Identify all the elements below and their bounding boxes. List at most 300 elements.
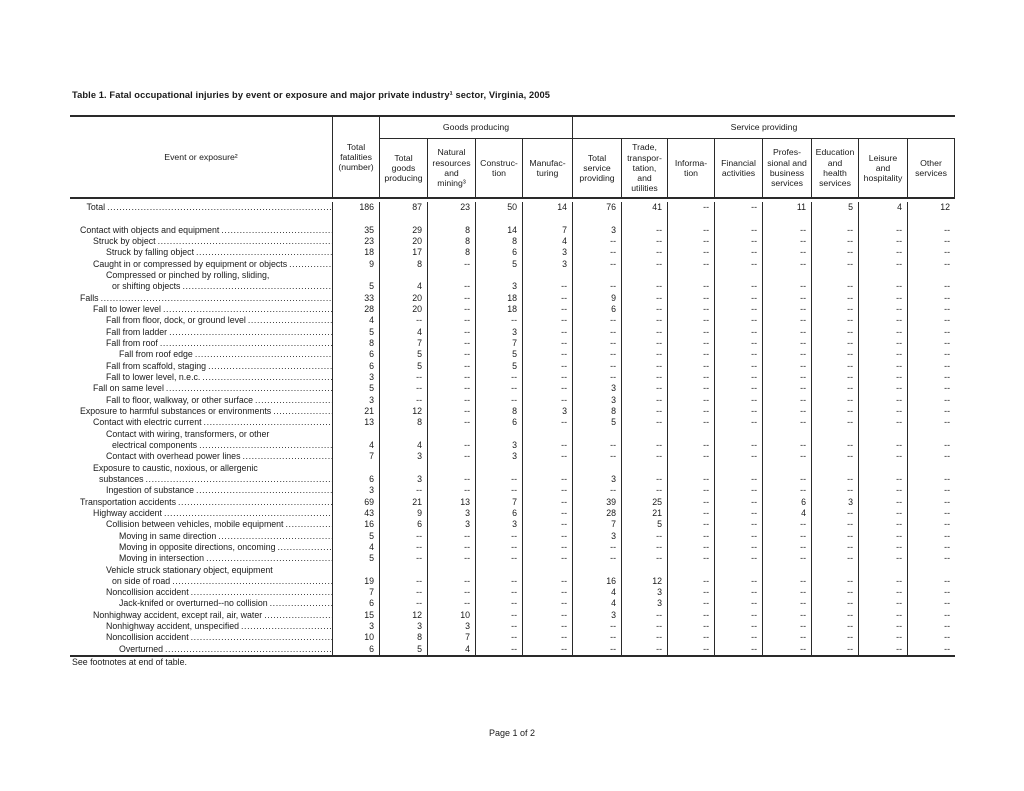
cell-value: -- (800, 337, 806, 348)
table-row (70, 451, 955, 462)
cell-value: 13 (364, 417, 374, 428)
cell-value: 8 (369, 337, 374, 348)
value-cell (812, 338, 859, 349)
value-cell (573, 270, 622, 293)
value-cell (428, 553, 476, 564)
cell-value: -- (703, 496, 709, 507)
cell-value: -- (561, 553, 567, 564)
cell-value: 4 (897, 202, 902, 212)
cell-value: -- (847, 281, 853, 292)
value-cell (380, 270, 428, 293)
value-cell (812, 383, 859, 394)
row-label: Contact with overhead power lines (106, 451, 241, 462)
cell-value: -- (610, 553, 616, 564)
value-cell (715, 508, 763, 519)
value-cell (763, 451, 812, 462)
value-cell (428, 542, 476, 553)
cell-value: -- (800, 643, 806, 654)
row-label: Fall from roof (106, 337, 158, 348)
value-cell (573, 247, 622, 258)
cell-value: -- (944, 281, 950, 292)
value-cell (859, 508, 908, 519)
cell-value: -- (847, 417, 853, 428)
cell-value: -- (464, 337, 470, 348)
cell-value: 5 (417, 360, 422, 371)
cell-value: -- (464, 315, 470, 326)
value-cell (908, 315, 955, 326)
value-cell (908, 202, 955, 225)
value-cell (523, 417, 573, 428)
cell-value: -- (751, 394, 757, 405)
row-label: Ingestion of substance (106, 485, 195, 496)
value-cell (908, 361, 955, 372)
table-row (70, 395, 955, 406)
cell-value: -- (416, 553, 422, 564)
cell-value: -- (944, 530, 950, 541)
value-cell (859, 395, 908, 406)
value-cell (622, 259, 668, 270)
cell-value: -- (416, 575, 422, 586)
row-label: Fall to lower level (93, 303, 161, 314)
row-label-cell (70, 565, 333, 588)
cell-value: -- (703, 337, 709, 348)
cell-value: 8 (417, 417, 422, 428)
value-cell (812, 587, 859, 598)
value-cell (812, 429, 859, 452)
value-cell (668, 259, 715, 270)
dot-leader (248, 315, 332, 326)
value-cell (476, 542, 523, 553)
cell-value: -- (751, 349, 757, 360)
cell-value: -- (896, 417, 902, 428)
value-cell (622, 417, 668, 428)
cell-value: 14 (557, 202, 567, 212)
value-cell (908, 587, 955, 598)
value-cell (523, 553, 573, 564)
cell-value: -- (511, 541, 517, 552)
table-body (70, 199, 955, 657)
value-cell (333, 338, 380, 349)
row-label: Struck by object (93, 235, 156, 246)
cell-value: 4 (369, 541, 374, 552)
row-label-cell (70, 417, 333, 428)
cell-value: -- (847, 337, 853, 348)
value-cell (859, 621, 908, 632)
cell-value: -- (511, 632, 517, 643)
cell-value: -- (896, 281, 902, 292)
value-cell (715, 497, 763, 508)
cell-value: 5 (512, 349, 517, 360)
dot-leader (218, 531, 332, 542)
cell-value: -- (800, 315, 806, 326)
cell-value: -- (656, 451, 662, 462)
table-row (70, 553, 955, 564)
value-cell (668, 497, 715, 508)
value-cell (476, 508, 523, 519)
table-row (70, 372, 955, 383)
row-label-cell (70, 270, 333, 293)
row-label-cell (70, 632, 333, 643)
cell-value: 18 (364, 247, 374, 258)
dot-leader (204, 417, 332, 428)
cell-value: -- (703, 507, 709, 518)
value-cell (428, 349, 476, 360)
value-cell (668, 293, 715, 304)
value-cell (668, 417, 715, 428)
cell-value: -- (464, 349, 470, 360)
cell-value: -- (656, 383, 662, 394)
dot-leader (195, 349, 332, 360)
value-cell (859, 236, 908, 247)
col-header-information: Informa- tion (668, 139, 715, 197)
value-cell (333, 542, 380, 553)
cell-value: -- (511, 394, 517, 405)
cell-value: -- (656, 258, 662, 269)
table-row (70, 565, 955, 588)
value-cell (428, 293, 476, 304)
dot-leader (107, 202, 332, 213)
value-cell (523, 451, 573, 462)
value-cell (428, 247, 476, 258)
value-cell (668, 338, 715, 349)
cell-value: 8 (512, 235, 517, 246)
value-cell (859, 531, 908, 542)
value-cell (523, 632, 573, 643)
row-label: Vehicle struck stationary object, equipment (106, 564, 273, 575)
value-cell (523, 327, 573, 338)
footnote: See footnotes at end of table. (72, 657, 187, 667)
cell-value: -- (847, 541, 853, 552)
cell-value: -- (656, 553, 662, 564)
value-cell (812, 644, 859, 655)
cell-value: 28 (606, 507, 616, 518)
cell-value: 6 (369, 643, 374, 654)
cell-value: -- (847, 553, 853, 564)
cell-value: 12 (412, 405, 422, 416)
value-cell (812, 519, 859, 530)
cell-value: -- (511, 485, 517, 496)
cell-value: -- (896, 632, 902, 643)
row-label-cell (70, 349, 333, 360)
value-cell (622, 565, 668, 588)
cell-value: -- (703, 292, 709, 303)
value-cell (333, 225, 380, 236)
row-label-cell (70, 361, 333, 372)
value-cell (668, 327, 715, 338)
cell-value: 4 (611, 598, 616, 609)
cell-value: -- (656, 485, 662, 496)
cell-value: -- (703, 451, 709, 462)
cell-value: 4 (369, 315, 374, 326)
value-cell (859, 587, 908, 598)
cell-value: 3 (465, 621, 470, 632)
cell-value: 5 (417, 349, 422, 360)
cell-value: 4 (465, 643, 470, 654)
cell-value: -- (751, 417, 757, 428)
row-label: Falls (80, 292, 99, 303)
value-cell (668, 383, 715, 394)
dot-leader (160, 338, 332, 349)
value-cell (428, 270, 476, 293)
value-cell (859, 225, 908, 236)
value-cell (380, 202, 428, 225)
row-label-cell (70, 247, 333, 258)
dot-leader (273, 406, 332, 417)
value-cell (715, 327, 763, 338)
cell-value: -- (896, 247, 902, 258)
row-label: Caught in or compressed by equipment or objects (93, 258, 288, 269)
cell-value: -- (511, 643, 517, 654)
row-label: on side of road (112, 575, 171, 586)
value-cell (573, 497, 622, 508)
value-cell (763, 293, 812, 304)
cell-value: -- (751, 405, 757, 416)
value-cell (476, 247, 523, 258)
cell-value: 3 (369, 621, 374, 632)
cell-value: 3 (417, 621, 422, 632)
cell-value: -- (847, 485, 853, 496)
row-label-cell (70, 406, 333, 417)
value-cell (763, 508, 812, 519)
cell-value: 8 (417, 258, 422, 269)
value-cell (573, 553, 622, 564)
value-cell (715, 417, 763, 428)
cell-value: 8 (417, 632, 422, 643)
value-cell (763, 372, 812, 383)
value-cell (380, 565, 428, 588)
cell-value: -- (847, 609, 853, 620)
value-cell (380, 610, 428, 621)
value-cell (573, 327, 622, 338)
value-cell (428, 508, 476, 519)
cell-value: 5 (512, 258, 517, 269)
dot-leader (164, 508, 332, 519)
cell-value: -- (464, 258, 470, 269)
value-cell (908, 610, 955, 621)
cell-value: -- (610, 371, 616, 382)
cell-value: -- (561, 292, 567, 303)
row-label: Total (86, 202, 106, 212)
value-cell (763, 598, 812, 609)
cell-value: 8 (465, 247, 470, 258)
cell-value: -- (751, 541, 757, 552)
cell-value: 7 (512, 337, 517, 348)
dot-leader (289, 259, 332, 270)
value-cell (476, 327, 523, 338)
value-cell (763, 565, 812, 588)
dot-leader (241, 621, 332, 632)
cell-value: -- (751, 473, 757, 484)
cell-value: 9 (369, 258, 374, 269)
row-label: Fall to floor, walkway, or other surface (106, 394, 253, 405)
col-header-professional-business: Profes- sional and business services (763, 139, 812, 197)
value-cell (812, 361, 859, 372)
cell-value: 3 (465, 519, 470, 530)
value-cell (428, 644, 476, 655)
cell-value: 3 (512, 281, 517, 292)
value-cell (523, 598, 573, 609)
value-cell (668, 349, 715, 360)
value-cell (859, 598, 908, 609)
value-cell (476, 395, 523, 406)
value-cell (715, 338, 763, 349)
value-cell (380, 644, 428, 655)
cell-value: -- (847, 439, 853, 450)
cell-value: 41 (652, 202, 662, 212)
table-row (70, 293, 955, 304)
row-label: Compressed or pinched by rolling, sliding, (106, 269, 270, 280)
cell-value: -- (847, 349, 853, 360)
value-cell (812, 315, 859, 326)
value-cell (333, 315, 380, 326)
dot-leader (163, 304, 332, 315)
value-cell (476, 621, 523, 632)
value-cell (668, 508, 715, 519)
value-cell (573, 372, 622, 383)
value-cell (763, 621, 812, 632)
row-label: Fall from floor, dock, or ground level (106, 315, 246, 326)
value-cell (622, 395, 668, 406)
value-cell (622, 451, 668, 462)
value-cell (908, 497, 955, 508)
value-cell (908, 451, 955, 462)
value-cell (523, 247, 573, 258)
cell-value: -- (656, 292, 662, 303)
cell-value: -- (896, 575, 902, 586)
value-cell (859, 338, 908, 349)
value-cell (908, 247, 955, 258)
cell-value: -- (751, 224, 757, 235)
cell-value: 6 (417, 519, 422, 530)
cell-value: -- (703, 417, 709, 428)
cell-value: -- (896, 292, 902, 303)
value-cell (859, 259, 908, 270)
cell-value: 7 (417, 337, 422, 348)
value-cell (523, 383, 573, 394)
cell-value: 20 (412, 235, 422, 246)
cell-value: -- (751, 451, 757, 462)
value-cell (812, 270, 859, 293)
cell-value: -- (656, 439, 662, 450)
cell-value: -- (656, 417, 662, 428)
cell-value: -- (751, 383, 757, 394)
cell-value: -- (944, 224, 950, 235)
cell-value: -- (464, 485, 470, 496)
cell-value: 3 (512, 451, 517, 462)
value-cell (763, 519, 812, 530)
cell-value: -- (800, 326, 806, 337)
cell-value: -- (464, 281, 470, 292)
value-cell (622, 598, 668, 609)
cell-value: -- (416, 371, 422, 382)
value-cell (859, 463, 908, 486)
cell-value: -- (561, 451, 567, 462)
table-row (70, 270, 955, 293)
cell-value: -- (896, 598, 902, 609)
value-cell (573, 395, 622, 406)
dot-leader (178, 497, 332, 508)
value-cell (428, 304, 476, 315)
value-cell (380, 463, 428, 486)
table-row (70, 417, 955, 428)
value-cell (715, 519, 763, 530)
fatalities-table (70, 115, 955, 657)
table-row (70, 327, 955, 338)
value-cell (333, 429, 380, 452)
value-cell (715, 259, 763, 270)
row-label: Nonhighway accident, except rail, air, water (93, 609, 263, 620)
value-cell (859, 610, 908, 621)
value-cell (476, 429, 523, 452)
cell-value: -- (847, 473, 853, 484)
col-header-total-goods: Total goods producing (380, 139, 428, 197)
cell-value: -- (703, 235, 709, 246)
value-cell (859, 451, 908, 462)
cell-value: 8 (512, 405, 517, 416)
cell-value: -- (511, 575, 517, 586)
cell-value: 3 (611, 383, 616, 394)
cell-value: -- (896, 643, 902, 654)
row-label: Transportation accidents (80, 496, 177, 507)
table-row (70, 247, 955, 258)
row-label-cell (70, 621, 333, 632)
value-cell (812, 417, 859, 428)
cell-value: -- (800, 224, 806, 235)
cell-value: -- (800, 451, 806, 462)
dot-leader (264, 610, 332, 621)
value-cell (333, 259, 380, 270)
cell-value: -- (944, 349, 950, 360)
group-header-service-providing: Service providing (573, 117, 955, 139)
value-cell (380, 361, 428, 372)
cell-value: -- (511, 473, 517, 484)
value-cell (908, 395, 955, 406)
cell-value: -- (561, 349, 567, 360)
cell-value: 20 (412, 292, 422, 303)
value-cell (668, 621, 715, 632)
value-cell (476, 202, 523, 225)
cell-value: 7 (369, 587, 374, 598)
cell-value: -- (561, 530, 567, 541)
cell-value: -- (656, 405, 662, 416)
value-cell (859, 553, 908, 564)
value-cell (476, 519, 523, 530)
value-cell (763, 259, 812, 270)
value-cell (859, 497, 908, 508)
cell-value: -- (751, 337, 757, 348)
value-cell (668, 565, 715, 588)
cell-value: -- (751, 371, 757, 382)
value-cell (622, 632, 668, 643)
cell-value: -- (656, 315, 662, 326)
value-cell (523, 463, 573, 486)
value-cell (622, 247, 668, 258)
cell-value: -- (561, 281, 567, 292)
col-header-manufacturing: Manufac- turing (523, 139, 573, 197)
value-cell (476, 610, 523, 621)
value-cell (812, 621, 859, 632)
value-cell (333, 497, 380, 508)
value-cell (908, 304, 955, 315)
cell-value: -- (800, 575, 806, 586)
table-row (70, 519, 955, 530)
cell-value: -- (610, 281, 616, 292)
dot-leader (255, 395, 332, 406)
value-cell (523, 610, 573, 621)
row-label: Noncollision accident (106, 632, 189, 643)
value-cell (859, 632, 908, 643)
value-cell (859, 315, 908, 326)
